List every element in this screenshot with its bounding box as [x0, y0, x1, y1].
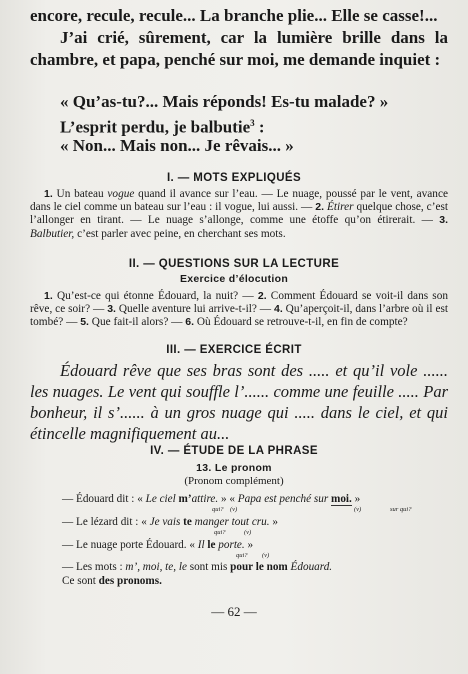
section-heading: III. — EXERCICE ÉCRIT — [166, 344, 302, 356]
grammar-annotation: qui? — [212, 506, 224, 513]
lesson-title: 13. Le pronom — [196, 462, 272, 474]
section-heading: IV. — ÉTUDE DE LA PHRASE — [150, 445, 318, 457]
grammar-annotation: (v) — [230, 506, 238, 513]
explained-words: 1. Un bateau vogue quand il avance sur l’eau. — Le nuage, poussé par le vent, avance dans le ciel comme un bateau sur l’eau : il vogue, lui aussi. — 2. Étirer quelque chose, c’est l’allonger en tirant. — Le nuage s’allonge, comme une étoffe qu’on étirerait. — 3. Balbutier, c’est parler avec peine, en cherchant ses mots. — [30, 188, 449, 240]
grammar-annotation: qui? — [236, 552, 248, 559]
grammar-annotation: (v) — [354, 506, 362, 513]
example-sentence: — Le nuage porte Édouard. « Il le porte. » — [62, 539, 254, 551]
section-heading: II. — QUESTIONS SUR LA LECTURE — [128, 258, 340, 270]
section-heading: I. — MOTS EXPLIQUÉS — [166, 172, 302, 184]
dialogue-line: L’esprit perdu, je balbutie$^3$ : — [60, 117, 265, 137]
example-sentence: — Édouard dit : « Le ciel m’attire. » « Papa est penché sur moi. » — [62, 493, 361, 505]
story-line: encore, recule, recule... La branche plie... Elle se casse!... — [30, 6, 438, 25]
rule-conclusion: Ce sont des pronoms. — [62, 575, 162, 587]
rule-line: — Les mots : m’, moi, te, le sont mis pour le nom Édouard. — [62, 561, 333, 573]
dialogue-line: « Qu’as-tu?... Mais réponds! Es-tu malade? » — [60, 92, 389, 111]
grammar-annotation: sur qui? — [390, 506, 412, 513]
grammar-annotation: qui? — [214, 529, 226, 536]
example-sentence: — Le lézard dit : « Je vais te manger tout cru. » — [62, 516, 278, 528]
dialogue-line: « Non... Mais non... Je rêvais... » — [60, 136, 294, 155]
story-paragraph: J’ai crié, sûrement, car la lumière brille dans la chambre, et papa, penché sur moi, me demande inquiet : — [30, 28, 448, 69]
reading-questions: 1. Qu’est-ce qui étonne Édouard, la nuit? — 2. Comment Édouard se voit-il dans son rêve, ce soir? — 3. Quelle aventure lui arrive-t-il? — 4. Qu’aperçoit-il, dans l’arbre où il est tombé? — 5. Que fait-il alors? — 6. Où Édouard se retrouve-t-il, en fin de compte? — [30, 290, 449, 329]
page-number: — 62 — — [211, 604, 257, 619]
lesson-subtitle: (Pronom complément) — [184, 475, 284, 487]
grammar-annotation: (v) — [244, 529, 252, 536]
grammar-annotation: (v) — [262, 552, 270, 559]
section-subheading: Exercice d’élocution — [179, 273, 289, 285]
fill-in-exercise: Édouard rêve que ses bras sont des ..... et qu’il vole ...... les nuages. Le vent qui souffle l’...... comme une feuille ..... Par bonheur, il s’...... à un gros nuage qui ..... dans le ciel, et qui étincelle magnifiquement au... — [30, 361, 448, 443]
